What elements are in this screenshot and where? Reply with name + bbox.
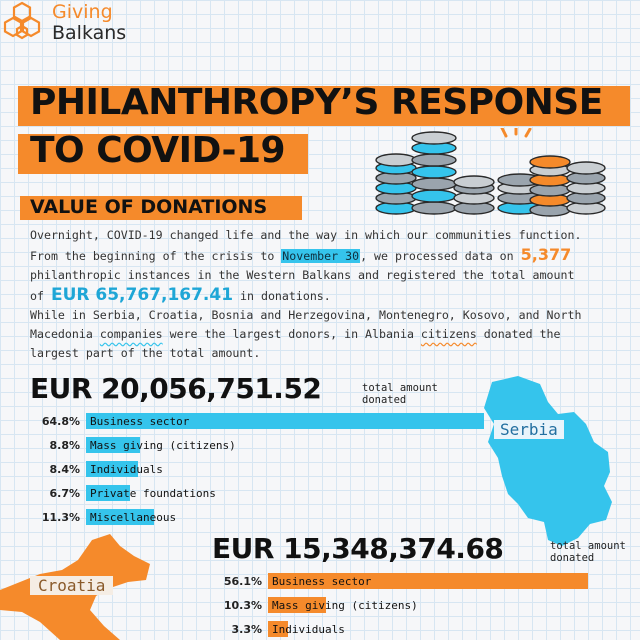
row-label: Mass giving (citizens) xyxy=(272,599,418,612)
row-label: Business sector xyxy=(90,415,190,428)
serbia-map xyxy=(478,372,630,550)
citizens-emphasis: citizens xyxy=(420,327,477,342)
croatia-row xyxy=(212,621,632,639)
croatia-total-amount: EUR 15,348,374.68 xyxy=(212,532,504,565)
page-title-line-2: TO COVID-19 xyxy=(30,130,286,171)
row-percent: 8.8% xyxy=(49,439,80,452)
serbia-total-amount: EUR 20,056,751.52 xyxy=(30,372,322,405)
coin-stacks-illustration xyxy=(374,128,606,224)
row-percent: 3.3% xyxy=(231,623,262,636)
serbia-row xyxy=(30,413,480,431)
row-label: Miscellaneous xyxy=(90,511,177,524)
intro-paragraph xyxy=(30,226,612,363)
row-label: Individuals xyxy=(90,463,163,476)
croatia-row xyxy=(212,573,632,591)
serbia-row xyxy=(30,437,480,455)
serbia-row xyxy=(30,485,480,503)
paragraph-line: From the beginning of the crisis to November 30, we processed data on 5,377 xyxy=(30,245,572,265)
total-donations-amount: EUR 65,767,167.41 xyxy=(50,284,234,305)
paragraph-line: philanthropic instances in the Western Balkans and registered the total amount xyxy=(30,268,575,283)
row-label: Private foundations xyxy=(90,487,216,500)
croatia-row xyxy=(212,597,632,615)
row-percent: 10.3% xyxy=(223,599,262,612)
croatia-map-label: Croatia xyxy=(30,576,113,595)
serbia-row xyxy=(30,509,480,527)
paragraph-line: largest part of the total amount. xyxy=(30,346,261,361)
logo xyxy=(0,0,140,48)
row-label: Mass giving (citizens) xyxy=(90,439,236,452)
row-label: Individuals xyxy=(272,623,345,636)
date-highlight: November 30 xyxy=(282,249,360,264)
paragraph-line: Macedonia companies were the largest donors, in Albania citizens donated the xyxy=(30,327,561,342)
paragraph-line: While in Serbia, Croatia, Bosnia and Herzegovina, Montenegro, Kosovo, and North xyxy=(30,307,582,322)
row-percent: 64.8% xyxy=(41,415,80,428)
logo-text-balkans: Balkans xyxy=(52,22,127,44)
croatia-total-label: total amount donated xyxy=(550,540,626,564)
row-label: Business sector xyxy=(272,575,372,588)
hexagon-cluster-icon xyxy=(0,0,44,44)
section-title: VALUE OF DONATIONS xyxy=(30,196,268,218)
row-percent: 11.3% xyxy=(41,511,80,524)
row-percent: 8.4% xyxy=(49,463,80,476)
page-title-line-1: PHILANTHROPY’S RESPONSE xyxy=(30,82,603,123)
paragraph-line: Overnight, COVID-19 changed life and the way in which our communities function. xyxy=(30,228,582,242)
instances-count: 5,377 xyxy=(520,245,572,265)
logo-text-giving: Giving xyxy=(52,1,113,23)
companies-emphasis: companies xyxy=(99,327,163,342)
serbia-map-label: Serbia xyxy=(494,420,564,439)
row-percent: 6.7% xyxy=(49,487,80,500)
serbia-total-label: total amount donated xyxy=(362,382,438,406)
paragraph-line: of EUR 65,767,167.41 in donations. xyxy=(30,284,331,305)
row-percent: 56.1% xyxy=(223,575,262,588)
serbia-row xyxy=(30,461,480,479)
